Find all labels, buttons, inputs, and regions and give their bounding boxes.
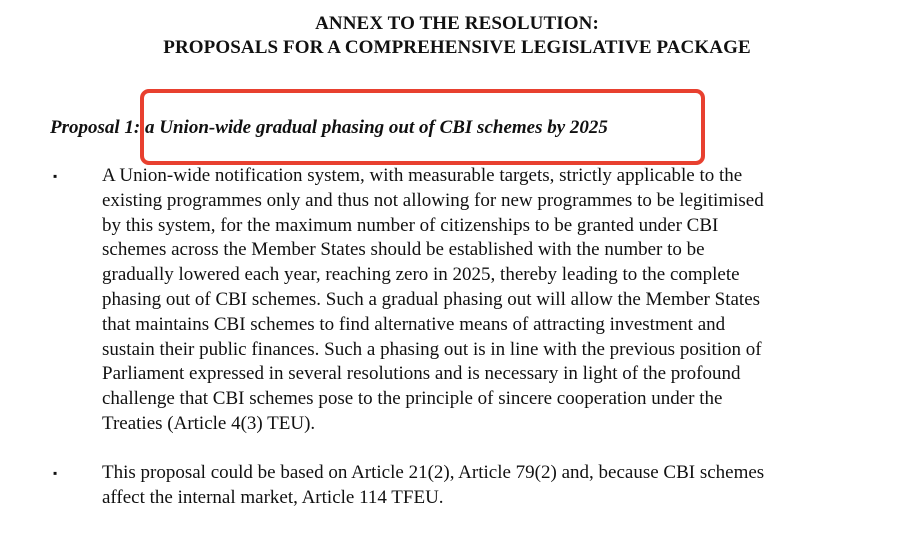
title-line-1: ANNEX TO THE RESOLUTION: xyxy=(315,13,599,34)
title-line-2: PROPOSALS FOR A COMPREHENSIVE LEGISLATIVE PACKAGE xyxy=(163,37,751,58)
paragraph-line: Parliament expressed in several resolutions and is necessary in light of the profound xyxy=(102,363,741,385)
paragraph-line: gradually lowered each year, reaching zero in 2025, thereby leading to the complete xyxy=(102,264,740,286)
proposal-bullet-list xyxy=(50,164,900,534)
annex-title xyxy=(0,12,914,60)
paragraph-line: A Union-wide notification system, with measurable targets, strictly applicable to the xyxy=(102,165,743,186)
paragraph-line: This proposal could be based on Article 21(2), Article 79(2) and, because CBI schemes xyxy=(102,461,765,483)
bullet-square-icon: ▪ xyxy=(53,169,58,183)
paragraph-line: that maintains CBI schemes to find alternative means of attracting investment and xyxy=(102,313,726,335)
proposal-heading: Proposal 1: a Union-wide gradual phasing out of CBI schemes by 2025 xyxy=(50,117,608,138)
paragraph-line: sustain their public finances. Such a phasing out is in line with the previous position of xyxy=(102,338,762,360)
bullet-square-icon: ▪ xyxy=(53,465,58,480)
paragraph-line: Treaties (Article 4(3) TEU). xyxy=(102,412,316,434)
paragraph-line: challenge that CBI schemes pose to the principle of sincere cooperation under the xyxy=(102,388,723,410)
paragraph-line: phasing out of CBI schemes. Such a gradual phasing out will allow the Member States xyxy=(102,288,761,310)
paragraph-line: schemes across the Member States should be established with the number to be xyxy=(102,239,705,261)
list-item xyxy=(50,461,900,511)
bullet-paragraph xyxy=(102,164,900,437)
paragraph-line: affect the internal market, Article 114 TFEU. xyxy=(102,486,444,508)
highlight-annotation-box xyxy=(140,89,705,165)
list-item xyxy=(50,164,900,437)
paragraph-line: by this system, for the maximum number of citizenships to be granted under CBI xyxy=(102,214,719,236)
paragraph-line: existing programmes only and thus not allowing for new programmes to be legitimised xyxy=(102,189,764,211)
bullet-paragraph xyxy=(102,461,900,511)
